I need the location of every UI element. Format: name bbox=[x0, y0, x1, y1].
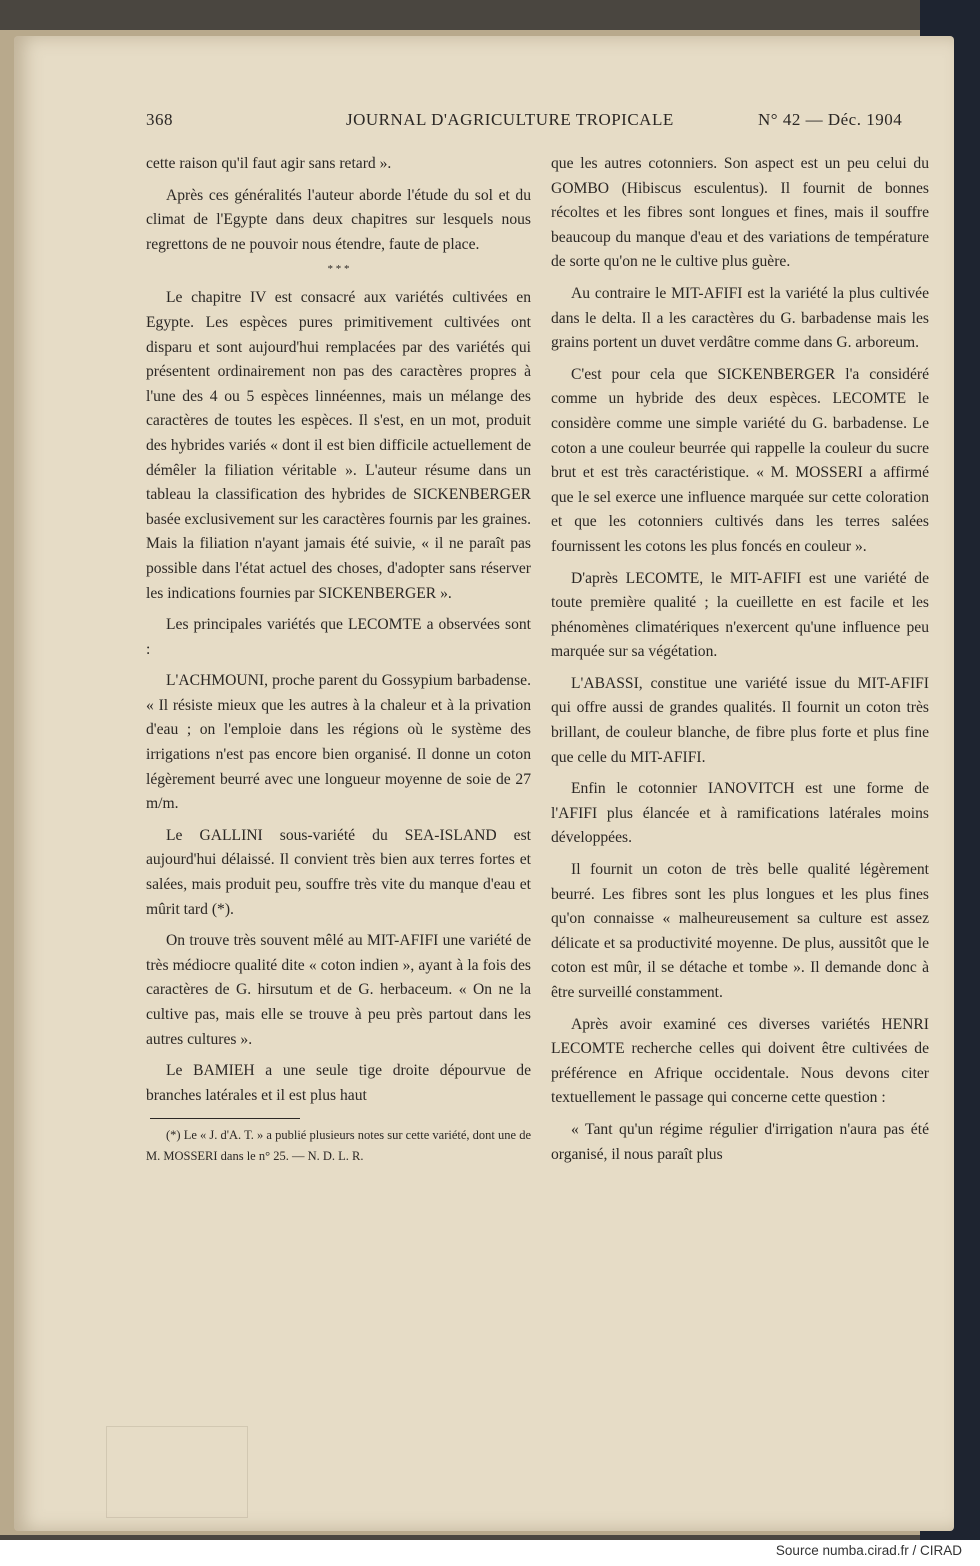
journal-title: JOURNAL D'AGRICULTURE TROPICALE bbox=[346, 110, 674, 129]
paragraph: Le BAMIEH a une seule tige droite dépourvue de branches latérales et il est plus haut bbox=[146, 1062, 531, 1104]
page-number: 368 bbox=[146, 110, 173, 129]
source-credit: Source numba.cirad.fr / CIRAD bbox=[775, 1543, 962, 1558]
right-column bbox=[551, 152, 929, 1174]
paragraph: L'ABASSI, constitue une variété issue du MIT-AFIFI qui offre aussi de grandes qualités. Il fournit un coton très brillant, de couleur blanche, de fibre plus forte et plus fine que celle du MIT-AFIFI. bbox=[551, 674, 929, 766]
paragraph: Les principales variétés que LECOMTE a observées sont : bbox=[146, 616, 531, 658]
paragraph: Au contraire le MIT-AFIFI est la variété la plus cultivée dans le delta. Il a les caractères du G. barbadense mais les grains portent un duvet verdâtre comme dans G. arboreum. bbox=[551, 284, 929, 352]
footnote: (*) Le « J. d'A. T. » a publié plusieurs notes sur cette variété, dont une de M. MOSSERI dans le n° 25. — N. D. L. R. bbox=[146, 1128, 531, 1164]
issue-date: N° 42 — Déc. 1904 bbox=[758, 110, 903, 129]
paragraph: C'est pour cela que SICKENBERGER l'a considéré comme un hybride des deux espèces. LECOMTE le considère comme une simple variété du G. barbadense. Le coton a une couleur beurrée qui rappelle la couleur du sucre brut et est très caractéristique. « M. MOSSERI a affirmé que le sel exerce une influence marquée sur cette coloration et que les cotonniers cultivés dans les terres salées fournissent les cotons les plus foncés en couleur ». bbox=[551, 365, 929, 555]
paragraph: cette raison qu'il faut agir sans retard ». bbox=[146, 155, 392, 172]
left-column bbox=[146, 152, 531, 1174]
paragraph: « Tant qu'un régime régulier d'irrigation n'aura pas été organisé, il nous paraît plus bbox=[551, 1120, 929, 1163]
running-header bbox=[146, 110, 926, 136]
paragraph: Le chapitre IV est consacré aux variétés cultivées en Egypte. Les espèces pures primitivement cultivées ont disparu et sont aujourd'hui remplacées par des variétés qui présentent ordinairement non pas des caractères propres à l'une des 4 ou 5 espèces linnéennes, mais un mélange des caractères de toutes les espèces. Il s'est, en un mot, produit des hybrides variés « dont il est bien difficile actuellement de démêler la filiation véritable ». L'auteur résume dans un tableau la classification des hybrides de SICKENBERGER basée exclusivement sur les caractères fournis par les graines. Mais la filiation n'ayant jamais été suivie, « il ne paraît pas possible dans l'état actuel des choses, d'adopter sans réserver les indications fournies par SICKENBERGER ». bbox=[146, 289, 531, 602]
paragraph: Le GALLINI sous-variété du SEA-ISLAND est aujourd'hui délaissé. Il convient très bien aux terres fortes et salées, mais produit peu, souffre très vite du manque d'eau et mûrit tard (*). bbox=[146, 826, 531, 918]
footnote-rule bbox=[150, 1118, 300, 1119]
paragraph: D'après LECOMTE, le MIT-AFIFI est une variété de toute première qualité ; la cueillette en est facile et les phénomènes climatériques n'exercent qu'une influence peu marquée sur sa végétation. bbox=[551, 569, 929, 661]
paragraph: On trouve très souvent mêlé au MIT-AFIFI une variété de très médiocre qualité dite « coton indien », ayant à la fois des caractères de G. hirsutum et de G. herbaceum. « On ne la cultive pas, mais elle se trouve à peu près partout dans les autres cultures ». bbox=[146, 932, 531, 1048]
paragraph: L'ACHMOUNI, proche parent du Gossypium barbadense. « Il résiste mieux que les autres à la chaleur et à la privation d'eau ; on l'emploie dans les régions où le système des irrigations n'est pas encore bien organisé. Il donne un coton légèrement beurré avec une longueur moyenne de soie de 27 m/m. bbox=[146, 672, 531, 813]
section-break-asterisks: * * * bbox=[327, 263, 350, 276]
paragraph: Enfin le cotonnier IANOVITCH est une forme de l'AFIFI plus élancée et à ramifications latérales moins développées. bbox=[551, 780, 929, 847]
paragraph: que les autres cotonniers. Son aspect est un peu celui du GOMBO (Hibiscus esculentus). Il fournit de bonnes récoltes et les fibres sont longues et fines, mais il souffre beaucoup du manque d'eau et des variations de température de sorte qu'on ne le cultive plus guère. bbox=[551, 155, 929, 271]
paragraph: Après ces généralités l'auteur aborde l'étude du sol et du climat de l'Egypte dans deux chapitres sur lesquels nous regrettons de ne pouvoir nous étendre, faute de place. bbox=[146, 186, 531, 253]
paragraph: Il fournit un coton de très belle qualité légèrement beurré. Les fibres sont les plus longues et les plus fines qu'on connaisse « malheureusement sa culture est assez délicate et sa productivité moyenne. De plus, aussitôt que le coton est mûr, il se détache et tombe ». Il demande donc à être surveillé constamment. bbox=[551, 861, 929, 1001]
paragraph: Après avoir examiné ces diverses variétés HENRI LECOMTE recherche celles qui doivent être cultivées de préférence en Afrique occidentale. Nous devons citer textuellement le passage qui concerne cette question : bbox=[551, 1015, 929, 1107]
faded-library-stamp bbox=[106, 1426, 248, 1518]
